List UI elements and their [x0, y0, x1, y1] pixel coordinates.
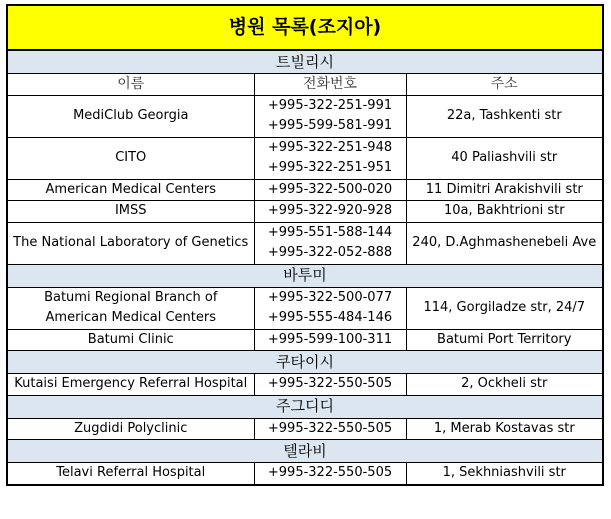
region-row — [7, 395, 603, 418]
table-row — [7, 179, 603, 201]
hospital-name: IMSS — [7, 201, 254, 223]
phone-number: +995-555-484-146 — [267, 310, 393, 325]
hospital-list-sheet — [6, 4, 602, 486]
table-row — [7, 463, 603, 485]
region-row — [7, 351, 603, 374]
phone-cell — [254, 95, 406, 137]
phone-number: +995-322-550-505 — [254, 374, 406, 396]
phone-number: +995-322-251-991 — [267, 97, 393, 113]
region-tbilisi: 트빌리시 — [7, 50, 603, 74]
phone-number: +995-322-500-077 — [267, 289, 393, 305]
table-row — [7, 418, 603, 440]
hospital-table — [6, 4, 604, 486]
name-line: Batumi Regional Branch of — [44, 289, 218, 305]
header-phone: 전화번호 — [254, 74, 406, 96]
phone-number: +995-599-581-991 — [267, 118, 393, 133]
region-kutaisi: 쿠타이시 — [7, 351, 603, 374]
phone-number: +995-322-052-888 — [267, 245, 393, 260]
address-cell: 40 Paliashvili str — [406, 137, 603, 179]
phone-number: +995-322-251-951 — [267, 160, 393, 175]
table-row — [7, 95, 603, 137]
region-zugdidi: 주그디디 — [7, 395, 603, 418]
address-cell: 22a, Tashkenti str — [406, 95, 603, 137]
region-row — [7, 50, 603, 74]
hospital-name: MediClub Georgia — [7, 95, 254, 137]
phone-number: +995-551-588-144 — [267, 224, 393, 240]
address-cell: 114, Gorgiladze str, 24/7 — [406, 287, 603, 329]
address-cell: 1, Merab Kostavas str — [406, 418, 603, 440]
name-line: American Medical Centers — [45, 310, 216, 325]
phone-cell — [254, 222, 406, 264]
phone-cell — [254, 287, 406, 329]
phone-number: +995-322-550-505 — [254, 418, 406, 440]
hospital-name: Kutaisi Emergency Referral Hospital — [7, 374, 254, 396]
phone-number: +995-599-100-311 — [254, 329, 406, 351]
region-telavi: 텔라비 — [7, 440, 603, 463]
hospital-name: The National Laboratory of Genetics — [7, 222, 254, 264]
header-name: 이름 — [7, 74, 254, 96]
page-title: 병원 목록(조지아) — [7, 5, 603, 50]
header-address: 주소 — [406, 74, 603, 96]
hospital-name: Telavi Referral Hospital — [7, 463, 254, 485]
address-cell: 240, D.Aghmashenebeli Ave — [406, 222, 603, 264]
hospital-name: Batumi Clinic — [7, 329, 254, 351]
address-cell: Batumi Port Territory — [406, 329, 603, 351]
address-cell: 2, Ockheli str — [406, 374, 603, 396]
table-row — [7, 201, 603, 223]
phone-number: +995-322-251-948 — [267, 139, 393, 155]
table-row — [7, 287, 603, 329]
header-row — [7, 74, 603, 96]
region-row — [7, 264, 603, 287]
phone-number: +995-322-500-020 — [254, 179, 406, 201]
address-cell: 11 Dimitri Arakishvili str — [406, 179, 603, 201]
table-row — [7, 329, 603, 351]
phone-number: +995-322-920-928 — [254, 201, 406, 223]
hospital-name — [7, 287, 254, 329]
hospital-name: CITO — [7, 137, 254, 179]
region-batumi: 바투미 — [7, 264, 603, 287]
table-row — [7, 374, 603, 396]
region-row — [7, 440, 603, 463]
address-cell: 10a, Bakhtrioni str — [406, 201, 603, 223]
hospital-name: Zugdidi Polyclinic — [7, 418, 254, 440]
table-row — [7, 137, 603, 179]
phone-number: +995-322-550-505 — [254, 463, 406, 485]
address-cell: 1, Sekhniashvili str — [406, 463, 603, 485]
table-row — [7, 222, 603, 264]
phone-cell — [254, 137, 406, 179]
title-row — [7, 5, 603, 50]
hospital-name: American Medical Centers — [7, 179, 254, 201]
